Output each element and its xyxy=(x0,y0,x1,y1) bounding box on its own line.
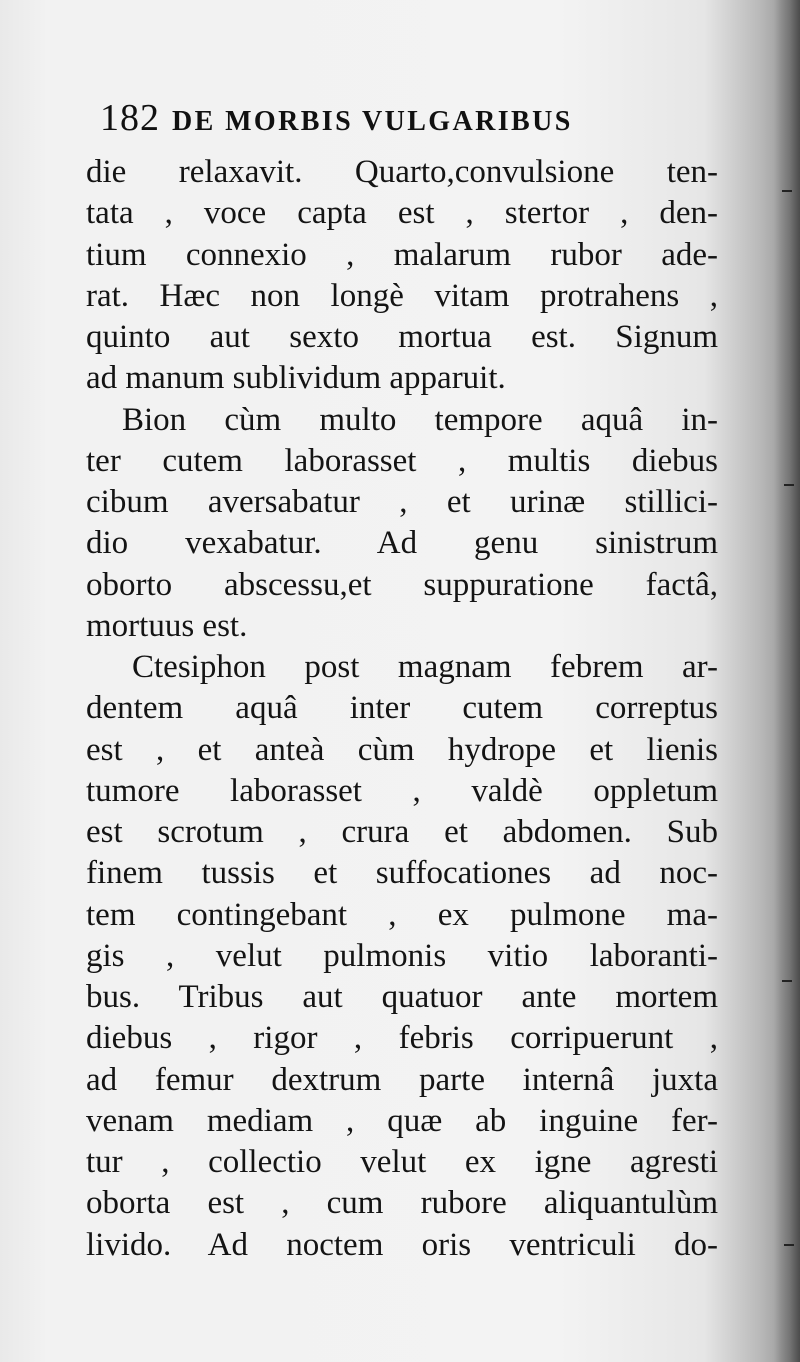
text-line: rat. Hæc non longè vitam protrahens , xyxy=(86,277,718,314)
text-line: venam mediam , quæ ab inguine fer- xyxy=(86,1102,718,1139)
text-line: tem contingebant , ex pulmone ma- xyxy=(86,896,718,933)
text-line: oborta est , cum rubore aliquantulùm xyxy=(86,1185,718,1222)
body-text xyxy=(86,152,718,1266)
paragraph-start-line: Ctesiphon post magnam febrem ar- xyxy=(132,649,718,685)
text-line: diebus , rigor , febris corripuerunt , xyxy=(86,1020,718,1057)
text-line: bus. Tribus aut quatuor ante mortem xyxy=(86,979,718,1015)
text-line: tium connexio , malarum rubor ade- xyxy=(86,236,718,273)
text-line: ad femur dextrum parte internâ juxta xyxy=(86,1061,718,1098)
paragraph-start-line: Bion cùm multo tempore aquâ in- xyxy=(122,401,718,438)
text-line: gis , velut pulmonis vitio laboranti- xyxy=(86,937,718,974)
margin-mark xyxy=(782,980,792,982)
text-line: quinto aut sexto mortua est. Signum xyxy=(86,319,718,355)
text-line: dio vexabatur. Ad genu sinistrum xyxy=(86,525,718,562)
text-line: dentem aquâ inter cutem correptus xyxy=(86,690,718,727)
page-number: 182 xyxy=(100,97,160,139)
text-line: finem tussis et suffocationes ad noc- xyxy=(86,855,718,892)
running-title: DE MORBIS VULGARIBUS xyxy=(172,106,573,137)
text-line: tata , voce capta est , stertor , den- xyxy=(86,195,718,232)
running-head xyxy=(100,96,660,146)
text-line: est scrotum , crura et abdomen. Sub xyxy=(86,814,718,850)
text-line: mortuus est. xyxy=(86,607,248,644)
text-line: tur , collectio velut ex igne agresti xyxy=(86,1144,718,1180)
text-line: est , et anteà cùm hydrope et lienis xyxy=(86,731,718,768)
text-line: oborto abscessu,et suppuratione factâ, xyxy=(86,566,718,603)
margin-mark xyxy=(784,484,794,486)
text-line: ter cutem laborasset , multis diebus xyxy=(86,442,718,479)
margin-mark xyxy=(784,1244,794,1246)
text-line: ad manum sublividum apparuit. xyxy=(86,360,506,397)
text-line: livido. Ad noctem oris ventriculi do- xyxy=(86,1226,718,1263)
text-line: die relaxavit. Quarto,convulsione ten- xyxy=(86,154,718,190)
margin-mark xyxy=(782,190,792,192)
text-line: cibum aversabatur , et urinæ stillici- xyxy=(86,484,718,520)
binding-shadow xyxy=(774,0,800,1362)
text-line: tumore laborasset , valdè oppletum xyxy=(86,772,718,809)
